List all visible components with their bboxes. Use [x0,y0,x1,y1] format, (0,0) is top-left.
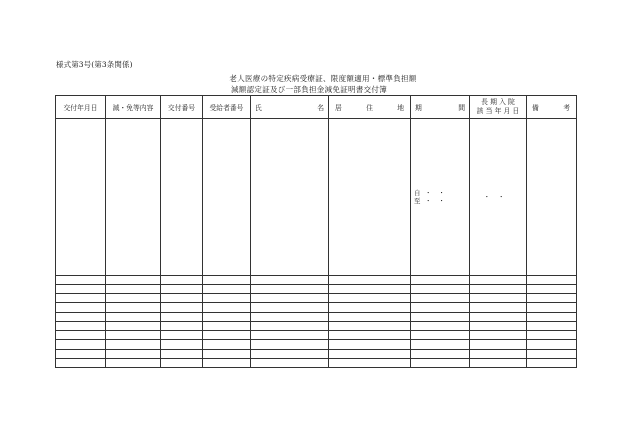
period-to-dots: ・・ [425,196,452,205]
cell-period [411,284,470,293]
col-address-part1: 居 [335,104,342,112]
cell-address [329,340,411,349]
cell-issue-number [161,284,203,293]
cell-remarks [527,275,577,284]
cell-reduction [106,321,161,330]
col-reduction-content: 減・免等内容 [106,96,161,119]
cell-period [411,340,470,349]
table-row [56,275,577,284]
cell-address [329,331,411,340]
col-period [411,96,470,119]
cell-issue-date [56,331,106,340]
cell-name [251,119,329,276]
cell-period [411,321,470,330]
cell-address [329,358,411,367]
table-row [56,321,577,330]
cell-period [411,303,470,312]
cell-remarks [527,312,577,321]
cell-recipient-number [203,284,251,293]
cell-name [251,294,329,303]
cell-recipient-number [203,294,251,303]
col-remarks [527,96,577,119]
cell-remarks [527,119,577,276]
col-name-part2: 名 [317,104,324,112]
cell-address [329,275,411,284]
cell-period [411,119,470,276]
table-row [56,331,577,340]
table-row [56,119,577,276]
period-from-label: 自 [414,188,421,197]
cell-recipient-number [203,303,251,312]
table-row [56,349,577,358]
cell-long-stay-date [470,284,527,293]
cell-recipient-number [203,358,251,367]
issue-ledger-table [55,95,577,368]
cell-address [329,303,411,312]
cell-reduction [106,358,161,367]
period-from-dots: ・・ [425,188,452,197]
cell-period [411,275,470,284]
cell-issue-date [56,349,106,358]
table-row [56,358,577,367]
cell-name [251,321,329,330]
col-long-stay [470,96,527,119]
table-row [56,294,577,303]
cell-name [251,275,329,284]
cell-issue-date [56,340,106,349]
period-to-label: 至 [414,196,421,205]
col-recipient-number: 受給者番号 [203,96,251,119]
cell-issue-number [161,340,203,349]
cell-remarks [527,331,577,340]
cell-long-stay-date [470,275,527,284]
cell-issue-number [161,321,203,330]
cell-reduction [106,294,161,303]
cell-long-stay-date [470,349,527,358]
cell-issue-date [56,119,106,276]
col-address-part2: 住 [366,104,373,112]
cell-address [329,119,411,276]
table-row [56,340,577,349]
cell-issue-date [56,321,106,330]
cell-long-stay-date [470,331,527,340]
cell-name [251,340,329,349]
cell-issue-number [161,349,203,358]
cell-remarks [527,358,577,367]
cell-recipient-number [203,312,251,321]
cell-issue-date [56,358,106,367]
col-issue-number: 交付番号 [161,96,203,119]
cell-remarks [527,340,577,349]
cell-address [329,284,411,293]
header-row [56,96,577,119]
cell-reduction [106,303,161,312]
cell-name [251,349,329,358]
cell-issue-number [161,303,203,312]
cell-issue-date [56,275,106,284]
cell-remarks [527,349,577,358]
cell-remarks [527,284,577,293]
cell-reduction [106,340,161,349]
cell-long-stay-date [470,119,527,276]
col-long-stay-line2: 該 当 年 月 日 [476,107,520,115]
cell-long-stay-date [470,321,527,330]
cell-recipient-number [203,275,251,284]
cell-name [251,303,329,312]
cell-remarks [527,321,577,330]
cell-address [329,294,411,303]
cell-recipient-number [203,349,251,358]
cell-remarks [527,294,577,303]
cell-issue-date [56,284,106,293]
cell-address [329,312,411,321]
cell-period [411,294,470,303]
cell-period [411,312,470,321]
cell-issue-number [161,294,203,303]
cell-issue-number [161,275,203,284]
cell-address [329,321,411,330]
col-remarks-part1: 備 [532,104,539,112]
cell-reduction [106,312,161,321]
cell-long-stay-date [470,312,527,321]
ledger-body [56,119,577,368]
cell-issue-date [56,303,106,312]
cell-name [251,331,329,340]
cell-issue-number [161,358,203,367]
cell-issue-date [56,312,106,321]
cell-recipient-number [203,340,251,349]
cell-reduction [106,275,161,284]
col-name-part1: 氏 [255,104,262,112]
cell-issue-date [56,294,106,303]
table-row [56,303,577,312]
long-stay-date-dots: ・・ [483,193,513,202]
cell-reduction [106,119,161,276]
document-title-line1: 老人医療の特定疾病受療証、限度額適用・標準負担額 [229,74,417,83]
table-row [56,284,577,293]
cell-name [251,284,329,293]
cell-long-stay-date [470,340,527,349]
cell-long-stay-date [470,358,527,367]
cell-period [411,349,470,358]
col-name [251,96,329,119]
col-issue-date: 交付年月日 [56,96,106,119]
cell-recipient-number [203,321,251,330]
table-row [56,312,577,321]
cell-period [411,358,470,367]
cell-name [251,358,329,367]
cell-recipient-number [203,119,251,276]
document-title-line2: 減額認定証及び一部負担金減免証明書交付簿 [231,85,387,94]
col-long-stay-line1: 長 期 入 院 [481,98,515,106]
cell-issue-number [161,312,203,321]
cell-reduction [106,331,161,340]
col-period-part2: 間 [458,104,465,112]
cell-long-stay-date [470,294,527,303]
form-number: 様式第3号(第3条関係) [56,60,133,69]
cell-reduction [106,349,161,358]
col-address [329,96,411,119]
cell-period [411,331,470,340]
col-address-part3: 地 [397,104,404,112]
cell-reduction [106,284,161,293]
cell-issue-number [161,331,203,340]
col-remarks-part2: 考 [563,104,570,112]
cell-issue-number [161,119,203,276]
cell-address [329,349,411,358]
cell-long-stay-date [470,303,527,312]
cell-name [251,312,329,321]
col-period-part1: 期 [415,104,422,112]
cell-recipient-number [203,331,251,340]
cell-remarks [527,303,577,312]
